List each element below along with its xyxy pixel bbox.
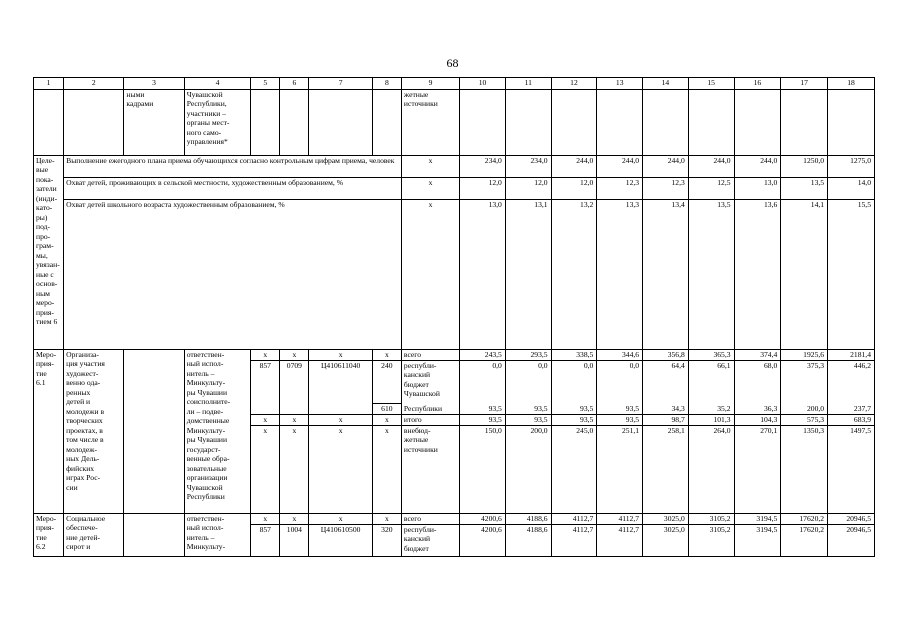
value-cell: 14,0 xyxy=(828,178,875,200)
value-cell: 270,1 xyxy=(734,426,781,514)
column-number: 3 xyxy=(124,78,184,90)
cell xyxy=(251,404,280,415)
cell: x xyxy=(309,514,372,525)
value-cell: 104,3 xyxy=(734,415,781,426)
value-cell: 1250,0 xyxy=(781,156,828,178)
value-cell: 244,0 xyxy=(688,156,734,178)
value-cell: 34,3 xyxy=(643,404,689,415)
cell xyxy=(34,90,64,156)
value-cell: 13,3 xyxy=(597,200,643,350)
value-cell: 93,5 xyxy=(505,404,551,415)
column-number: 14 xyxy=(643,78,689,90)
value-cell: 244,0 xyxy=(643,156,689,178)
value-cell: 251,1 xyxy=(597,426,643,514)
source-cell: Республики xyxy=(401,404,459,415)
column-number-row xyxy=(34,78,875,90)
value-cell: 4112,7 xyxy=(551,525,597,557)
value-cell: 4200,6 xyxy=(460,514,506,525)
value-cell: 446,2 xyxy=(828,361,875,404)
value-cell: 245,0 xyxy=(551,426,597,514)
indicator-text: Охват детей, проживающих в сельской местности, художественным образованием, % xyxy=(64,178,402,200)
indicator-text: Выполнение ежегодного плана приема обучающихся согласно контрольным цифрам приема, человек xyxy=(64,156,402,178)
cell: 320 xyxy=(372,525,401,557)
cell: Чувашской Республики, участники – органы мест- ного само- управления* xyxy=(184,90,251,156)
value-cell: 64,4 xyxy=(643,361,689,404)
cell: 857 xyxy=(251,361,280,404)
cell xyxy=(309,404,372,415)
measure-6-2-name: Социальное обеспече- ние детей- сирот и xyxy=(64,514,124,557)
value-cell: 3025,0 xyxy=(643,525,689,557)
value-cell: 3194,5 xyxy=(734,525,781,557)
cell: 857 xyxy=(251,525,280,557)
value-cell: 13,0 xyxy=(460,200,506,350)
cell xyxy=(251,90,280,156)
value-cell: 12,0 xyxy=(551,178,597,200)
value-cell: 243,5 xyxy=(460,350,506,361)
cell: x xyxy=(251,514,280,525)
value-cell: 15,5 xyxy=(828,200,875,350)
cell: x xyxy=(309,350,372,361)
value-cell: 12,0 xyxy=(505,178,551,200)
indicator-row xyxy=(34,200,875,350)
cell: 610 xyxy=(372,404,401,415)
value-cell: 12,3 xyxy=(597,178,643,200)
value-cell: 35,2 xyxy=(688,404,734,415)
value-cell: 0,0 xyxy=(551,361,597,404)
cell xyxy=(309,90,372,156)
value-cell: 293,5 xyxy=(505,350,551,361)
measure-6-1-row xyxy=(34,350,875,361)
cell: x xyxy=(251,350,280,361)
indicator-x: x xyxy=(401,200,459,350)
value-cell: 1275,0 xyxy=(828,156,875,178)
value-cell: 66,1 xyxy=(688,361,734,404)
value-cell: 98,7 xyxy=(643,415,689,426)
value-cell: 12,3 xyxy=(643,178,689,200)
column-number: 10 xyxy=(460,78,506,90)
value-cell: 12,5 xyxy=(688,178,734,200)
column-number: 8 xyxy=(372,78,401,90)
cell: x xyxy=(309,426,372,514)
value-cell: 4112,7 xyxy=(597,514,643,525)
value-cell: 344,6 xyxy=(597,350,643,361)
value-cell: 244,0 xyxy=(597,156,643,178)
column-number: 5 xyxy=(251,78,280,90)
value-cell: 101,3 xyxy=(688,415,734,426)
value-cell: 338,5 xyxy=(551,350,597,361)
value-cell: 237,7 xyxy=(828,404,875,415)
value-cell: 17620,2 xyxy=(781,525,828,557)
measure-6-2-responsible: ответствен- ный испол- нитель – Минкульту- xyxy=(184,514,251,557)
value-cell: 4112,7 xyxy=(597,525,643,557)
value-cell: 683,9 xyxy=(828,415,875,426)
measure-6-2-label: Меро- прия- тие 6.2 xyxy=(34,514,64,557)
value-cell: 93,5 xyxy=(505,415,551,426)
value-cell: 93,5 xyxy=(460,415,506,426)
value-cell: 0,0 xyxy=(505,361,551,404)
source-cell: республи- канский бюджет xyxy=(401,525,459,557)
source-cell: республи- канский бюджет Чувашской xyxy=(401,361,459,404)
value-cell: 3025,0 xyxy=(643,514,689,525)
cell: Ц410611040 xyxy=(309,361,372,404)
value-cell: 244,0 xyxy=(551,156,597,178)
program-table xyxy=(33,77,875,557)
value-cell: 1350,3 xyxy=(781,426,828,514)
cell: x xyxy=(280,426,309,514)
value-cell: 20946,5 xyxy=(828,525,875,557)
indicator-x: x xyxy=(401,156,459,178)
column-number: 13 xyxy=(597,78,643,90)
cell xyxy=(64,90,124,156)
value-cell: 365,3 xyxy=(688,350,734,361)
value-cell: 93,5 xyxy=(597,404,643,415)
indicators-label: Целе- вые пока- затели (инди- като- ры) под- про- грам- мы, увязан- ные с основ- ным меро- прия- тием 6 xyxy=(34,156,64,350)
value-cell: 150,0 xyxy=(460,426,506,514)
column-number: 15 xyxy=(688,78,734,90)
column-number: 16 xyxy=(734,78,781,90)
value-cell: 68,0 xyxy=(734,361,781,404)
value-cell: 20946,5 xyxy=(828,514,875,525)
value-cell: 4200,6 xyxy=(460,525,506,557)
value-cell: 234,0 xyxy=(460,156,506,178)
cell: Ц410610500 xyxy=(309,525,372,557)
source-cell: итого xyxy=(401,415,459,426)
value-cell: 36,3 xyxy=(734,404,781,415)
value-cell: 200,0 xyxy=(781,404,828,415)
value-cell: 3194,5 xyxy=(734,514,781,525)
value-cell: 234,0 xyxy=(505,156,551,178)
source-cell: всего xyxy=(401,514,459,525)
value-cell: 4112,7 xyxy=(551,514,597,525)
value-cell: 13,0 xyxy=(734,178,781,200)
value-cell: 200,0 xyxy=(505,426,551,514)
indicator-text: Охват детей школьного возраста художественным образованием, % xyxy=(64,200,402,350)
value-cell: 93,5 xyxy=(551,404,597,415)
value-cell: 374,4 xyxy=(734,350,781,361)
measure-6-1-name: Организа- ция участия художест- венно ода- ренных детей и молодежи в творческих проектах, в том числе в молодеж- ных Дель- фийских играх Рос- сии xyxy=(64,350,124,514)
column-number: 1 xyxy=(34,78,64,90)
indicator-row xyxy=(34,178,875,200)
cell xyxy=(124,350,184,514)
value-cell: 258,1 xyxy=(643,426,689,514)
measure-6-2-row xyxy=(34,514,875,525)
cell: x xyxy=(280,350,309,361)
value-cell: 93,5 xyxy=(597,415,643,426)
value-cell: 356,8 xyxy=(643,350,689,361)
value-cell: 4188,6 xyxy=(505,514,551,525)
value-cell: 2181,4 xyxy=(828,350,875,361)
cell xyxy=(124,514,184,557)
cell: x xyxy=(309,415,372,426)
value-cell: 4188,6 xyxy=(505,525,551,557)
value-cell: 12,0 xyxy=(460,178,506,200)
measure-6-1-label: Меро- прия- тие 6.1 xyxy=(34,350,64,514)
value-cell: 575,3 xyxy=(781,415,828,426)
value-cell: 13,1 xyxy=(505,200,551,350)
continuation-row xyxy=(34,90,875,156)
cell: x xyxy=(372,350,401,361)
cell xyxy=(372,90,401,156)
cell: x xyxy=(251,415,280,426)
cell xyxy=(280,90,309,156)
indicator-row xyxy=(34,156,875,178)
column-number: 2 xyxy=(64,78,124,90)
column-number: 4 xyxy=(184,78,251,90)
column-number: 18 xyxy=(828,78,875,90)
value-cell: 264,0 xyxy=(688,426,734,514)
value-cell: 244,0 xyxy=(734,156,781,178)
cell: x xyxy=(372,415,401,426)
column-number: 9 xyxy=(401,78,459,90)
value-cell: 0,0 xyxy=(597,361,643,404)
cell: x xyxy=(372,426,401,514)
column-number: 11 xyxy=(505,78,551,90)
column-number: 12 xyxy=(551,78,597,90)
column-number: 6 xyxy=(280,78,309,90)
value-cell: 93,5 xyxy=(551,415,597,426)
value-cell: 17620,2 xyxy=(781,514,828,525)
value-cell: 1925,6 xyxy=(781,350,828,361)
cell: 0709 xyxy=(280,361,309,404)
value-cell: 3105,2 xyxy=(688,514,734,525)
value-cell: 13,5 xyxy=(781,178,828,200)
column-number: 17 xyxy=(781,78,828,90)
value-cell: 0,0 xyxy=(460,361,506,404)
value-cell: 13,4 xyxy=(643,200,689,350)
value-cell: 375,3 xyxy=(781,361,828,404)
value-cell: 13,6 xyxy=(734,200,781,350)
cell: жетные источники xyxy=(401,90,459,156)
page-number: 68 xyxy=(446,56,459,70)
value-cell: 3105,2 xyxy=(688,525,734,557)
value-cell: 14,1 xyxy=(781,200,828,350)
source-cell: всего xyxy=(401,350,459,361)
column-number: 7 xyxy=(309,78,372,90)
cell: x xyxy=(280,415,309,426)
cell: 1004 xyxy=(280,525,309,557)
value-cell: 13,2 xyxy=(551,200,597,350)
source-cell: внебюд- жетные источники xyxy=(401,426,459,514)
measure-6-1-responsible: ответствен- ный испол- нитель – Минкульту- ры Чувашии соисполните- ли – подве- домственные Минкульту- ры Чувашии государст- венные обра- зовательные организации Чувашской Республики xyxy=(184,350,251,514)
cell: x xyxy=(372,514,401,525)
value-cell: 13,5 xyxy=(688,200,734,350)
cell: x xyxy=(251,426,280,514)
cell: 240 xyxy=(372,361,401,404)
cell xyxy=(280,404,309,415)
indicator-x: x xyxy=(401,178,459,200)
value-cell: 93,5 xyxy=(460,404,506,415)
cell: x xyxy=(280,514,309,525)
cell: ными кадрами xyxy=(124,90,184,156)
value-cell: 1497,5 xyxy=(828,426,875,514)
